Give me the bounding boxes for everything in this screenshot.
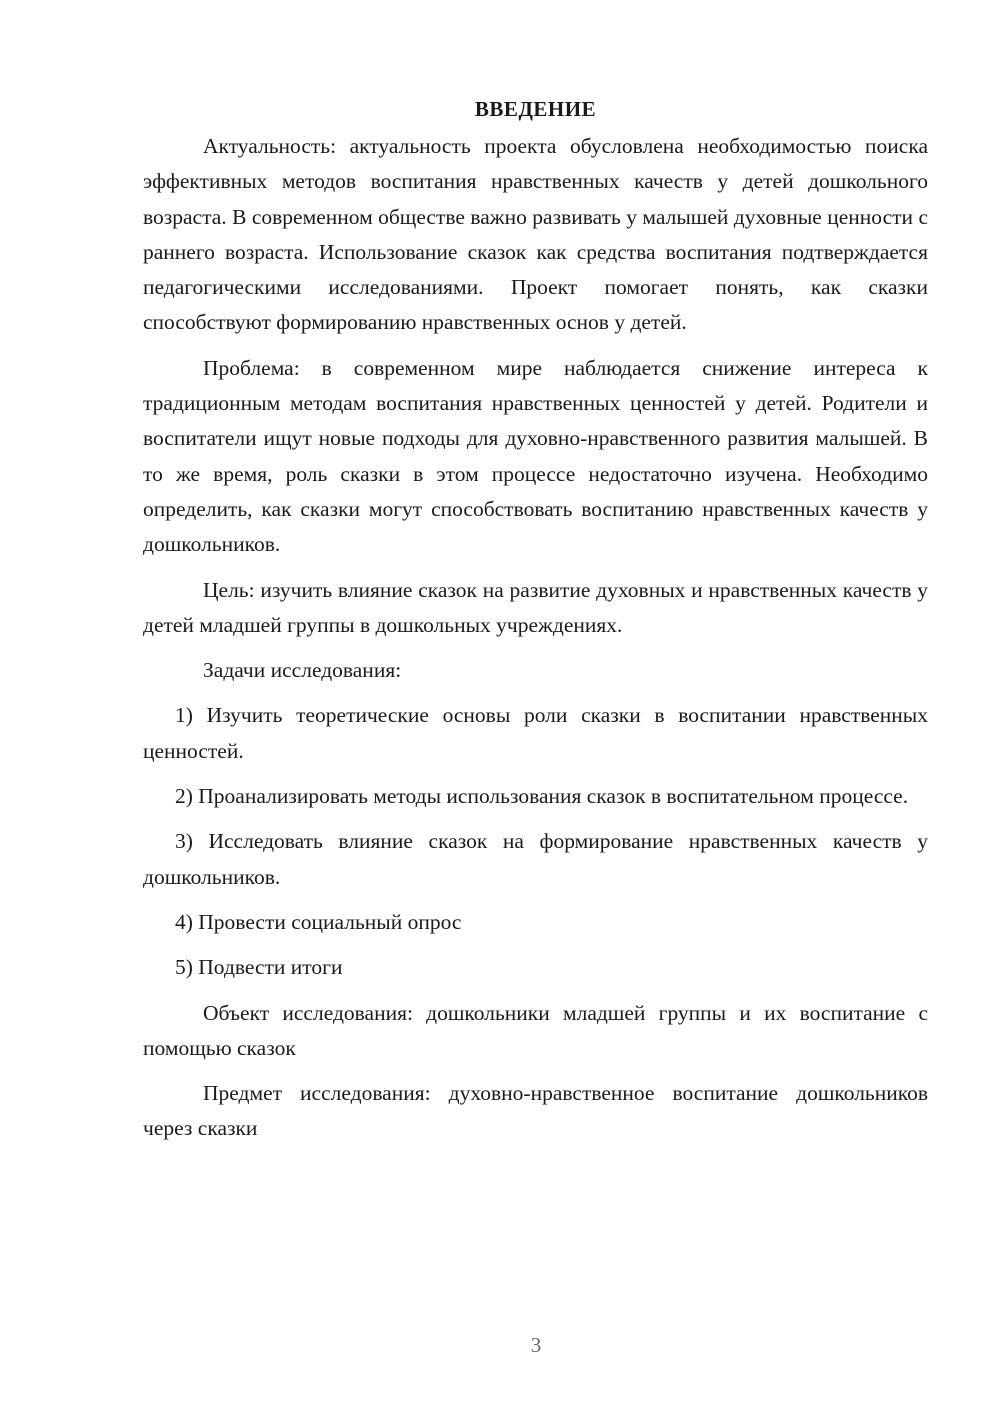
document-page <box>143 94 928 1147</box>
subject-paragraph: Предмет исследования: духовно-нравственное воспитание дошкольников через сказки <box>143 1081 928 1141</box>
page-number: 3 <box>530 1333 542 1357</box>
task-item-1: 1) Изучить теоретические основы роли сказки в воспитании нравственных ценностей. <box>143 703 928 763</box>
relevance-paragraph: Актуальность: актуальность проекта обусловлена необходимостью поиска эффективных методов воспитания нравственных качеств у детей дошкольного возраста. В современном обществе важно развивать у малышей духовные ценности с раннего возраста. Использование сказок как средства воспитания подтверждается педагогическими исследованиями. Проект помогает понять, как сказки способствуют формированию нравственных основ у детей. <box>143 134 928 335</box>
task-item-5: 5) Подвести итоги <box>175 955 343 980</box>
goal-paragraph: Цель: изучить влияние сказок на развитие духовных и нравственных качеств у детей младшей группы в дошкольных учреждениях. <box>143 577 928 637</box>
object-paragraph: Объект исследования: дошкольники младшей группы и их воспитание с помощью сказок <box>143 1000 928 1060</box>
task-item-4: 4) Провести социальный опрос <box>175 909 462 934</box>
task-item-3: 3) Исследовать влияние сказок на формирование нравственных качеств у дошкольников. <box>143 829 928 889</box>
task-item-2: 2) Проанализировать методы использования сказок в воспитательном процессе. <box>175 784 909 809</box>
tasks-heading: Задачи исследования: <box>203 658 402 683</box>
page-title: ВВЕДЕНИЕ <box>474 97 597 121</box>
problem-paragraph: Проблема: в современном мире наблюдается снижение интереса к традиционным методам воспитания нравственных ценностей у детей. Родители и воспитатели ищут новые подходы для духовно-нравственного развития малышей. В то же время, роль сказки в этом процессе недостаточно изучена. Необходимо определить, как сказки могут способствовать воспитанию нравственных качеств у дошкольников. <box>143 355 928 557</box>
